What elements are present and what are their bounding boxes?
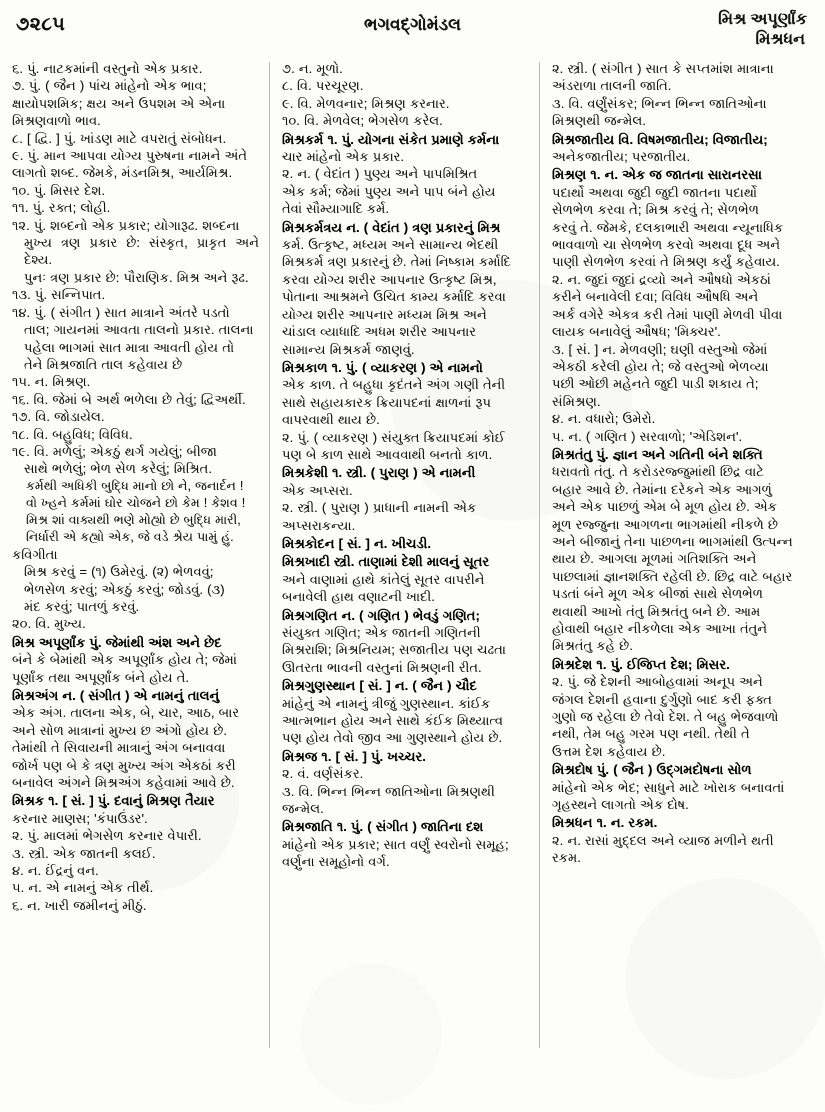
entry-text-line: અનેકજાતીય; પરજાતીય. bbox=[552, 149, 691, 165]
page-number: ૭૨૮૫ bbox=[16, 14, 66, 35]
entry-text-line: ૩. વિ. વર્ણુંસંકર; ભિન્ન ભિન્ન જાતિઓના bbox=[552, 95, 767, 111]
entry-mishrang bbox=[12, 687, 259, 791]
entry-text-line: સાથે ભળેલું; ભેળ સેળ કરેલું; મિશ્રિત. bbox=[24, 461, 212, 477]
entry-text-line: મિશ્ર કરવું = (૧) ઉમેરવું. (૨) ભેળવવું; bbox=[24, 564, 214, 580]
entry-text-line: મંદ કરવું; પાતળું કરવું. bbox=[24, 598, 140, 614]
entry-text-line: ગુણો જ રહેલા છે તેવો દેશ. તે બહુ ભેજવાળો bbox=[552, 709, 779, 725]
entry-mishra-cont bbox=[12, 60, 259, 633]
entry-text-line: કર્મ. ઉત્કૃષ્ટ, મધ્યમ અને સામાન્ય ભેદથી bbox=[282, 237, 499, 253]
entry-text-line: સાથે સહાયકારક ક્રિયાપદનાં ક્ષાળનાં રૂપ bbox=[282, 394, 491, 410]
entry-mishraj bbox=[282, 748, 529, 818]
entry-headword-line bbox=[282, 818, 529, 835]
headword: મિશ્રજાતિ ૧. પું. ( સંગીત ) જાતિના દશ bbox=[282, 819, 484, 835]
entry-text-line: ૬. ન. ખારી જમીનનું મીઠું. bbox=[12, 897, 147, 913]
entry-text-line: ૯. વિ. મેળવનાર; મિશ્રણ કરનાર. bbox=[282, 95, 450, 111]
entry-mishratantu bbox=[552, 446, 799, 655]
entry-headword-line bbox=[552, 166, 799, 183]
headword: મિશ્રકર્મત્રય ન. ( વેદાંત ) ત્રણ પ્રકારનું મિશ્ર bbox=[282, 219, 501, 235]
entry-text-line: અપ્સરાકન્યા. bbox=[282, 517, 356, 533]
entry-text-line: ૧૮. વિ. બહુવિધ; વિવિધ. bbox=[12, 426, 133, 442]
entry-text-line: ૮. વિ. પરચૂરણ. bbox=[282, 78, 364, 94]
headword: મિશ્રકોદન [ સં. ] ન. ખીચડી. bbox=[282, 535, 432, 551]
entry-text-line: ૩. સ્ત્રી. એક જાતની કલઈ. bbox=[12, 845, 156, 861]
entry-headword-line bbox=[282, 535, 529, 552]
entry-text-line: પણ હોય તેવો જીવ આ ગુણસ્થાને હોય છે. bbox=[282, 730, 503, 746]
headword: મિશ્રજ ૧. [ સં. ] પું. ખચ્ચર. bbox=[282, 748, 426, 764]
entry-text-line: બહાર આવે છે. તેમાંના દરેકને એક આગળું bbox=[552, 481, 772, 497]
entry-text-line: તેમાંથી તે સિવાયની માત્રાનું અંગ બનાવવા bbox=[12, 740, 226, 756]
entry-mishrajati-cont bbox=[552, 60, 799, 130]
entry-text-line: તેને મિશ્રજાતિ તાલ કહેવાય છે bbox=[24, 356, 183, 372]
headword: મિશ્રગણિત ન. ( ગણિત ) ભેવડું ગણિત; bbox=[282, 607, 480, 623]
entry-mishran bbox=[552, 166, 799, 445]
entry-text-line: યોગ્ય શરીર આપનાર મધ્યમ મિશ્ર અને bbox=[282, 306, 487, 322]
entry-text-line: અંડરાળા તાલની જાતિ. bbox=[552, 78, 672, 94]
entry-text-line: ક્ષાયોપશમિક; ક્ષય અને ઉપશમ એ એના bbox=[12, 95, 226, 111]
entry-text-line: ૨. પું. જે દેશની આબોહવામાં અનૂપ અને bbox=[552, 674, 763, 690]
entry-mishrakeshi bbox=[282, 464, 529, 534]
entry-headword-line bbox=[552, 656, 799, 673]
column-2 bbox=[270, 60, 539, 1108]
entry-headword-line bbox=[282, 677, 529, 694]
entry-headword-line bbox=[282, 359, 529, 376]
entry-text-line: બનાવેલી હાથ વણાટની ખાદી. bbox=[282, 589, 435, 605]
entry-mishrakhadi bbox=[282, 553, 529, 605]
headword: મિશ્રણ ૧. ન. એક જ જાતના સારાનરસા bbox=[552, 167, 762, 183]
entry-text-line: થાય છે. આગલા મૂળમાં ગતિશક્તિ અને bbox=[552, 551, 757, 567]
book-title: ભગવદ્ગોમંડલ bbox=[364, 15, 461, 34]
entry-text-line: ૮. [ દ્વિ. ] પું. ખાંડણ માટે વપરાતું સંબોધન. bbox=[12, 130, 227, 146]
entry-text-line: એક કાળ. તે બહુધા કૃદંતને અંગ ગણી તેની bbox=[282, 377, 506, 393]
entry-text-line: ચાંડાલ વ્યાધાદિ અધમ શરીર આપનાર bbox=[282, 324, 477, 340]
entry-text-line: ૧૨. પું. શબ્દનો એક પ્રકાર; યોગારૂઢ. શબ્દના bbox=[12, 217, 240, 233]
entry-text-line: કર્મથી અધિકી બુદ્ધિ માનો છો ને, જનાર્દન ! bbox=[26, 478, 244, 493]
entry-text-line: ચાર માંહેનો એક પ્રકાર. bbox=[282, 149, 405, 165]
entry-text-line: ૨. સ્ત્રી. ( સંગીત ) સાત કે સપ્તમાંશ માત્રાના bbox=[552, 61, 774, 76]
entry-text-line: અને એક પાછળું એમ બે મૂળ હોય છે. એક bbox=[552, 499, 777, 515]
entry-text-line: જોર્ખ પણ બે કે ત્રણ મુખ્ય અંગ એકઠાં કરી bbox=[12, 757, 236, 773]
entry-text-line: ૭. ન. મૂળો. bbox=[282, 61, 343, 76]
entry-text-line: કરવા યોગ્ય શરીર આપનાર ઉત્કૃષ્ટ મિશ્ર, bbox=[282, 271, 497, 287]
entry-text-line: લાગતો શબ્દ. જેમકે, મંડનમિશ્ર, આર્યમિશ્ર. bbox=[12, 165, 233, 181]
entry-text-line: જંગલ દેશની હવાના દુર્ગુણો બાદ કરી ફક્ત bbox=[552, 691, 772, 707]
entry-text-line: રકમ. bbox=[552, 850, 581, 866]
headword: મિશ્રક ૧. [ સં. ] પું. દવાનું મિશ્રણ તૈયાર bbox=[12, 793, 215, 809]
entry-text-line: ૧૦. પું. મિસર દેશ. bbox=[12, 182, 106, 198]
entry-text-line: અને બીજાનું તેના પાછળના ભાગમાંથી ઉત્પન્ન bbox=[552, 533, 793, 549]
entry-text-line: ઊતરતા ભાવની વસ્તુનાં મિશ્રણની રીત. bbox=[282, 659, 482, 675]
entry-text-line: ૨. પું. માલમાં ભેગસેળ કરનાર વેપારી. bbox=[12, 828, 202, 844]
entry-text-line: પહેલા ભાગમાં સાત માત્રા આવતી હોય તો bbox=[24, 339, 235, 355]
entry-text-line: અર્ક વગેરે એકત્ર કરી તેમાં પાણી મેળવી પીવા bbox=[552, 306, 783, 322]
entry-text-line: એક કર્મ; જેમાં પુણ્ય અને પાપ બંને હોય bbox=[282, 183, 496, 199]
entry-text-line: ૪. ન. ઈંદ્રનું વન. bbox=[12, 863, 99, 879]
entry-text-line: ૧૪. પું. ( સંગીત ) સાત માત્રાને અંતરે પડતો bbox=[12, 304, 230, 320]
entry-text-line: વો ખ્હને કર્મમાં ઘોર ચોજને છો કેમ ! કેશવ ! bbox=[26, 495, 246, 510]
headword: મિશ્રદોષ પું. ( જૈન ) ઉદ્ગમદોષના સોળ bbox=[552, 762, 752, 778]
entry-mishra-apurnank bbox=[12, 634, 259, 686]
entry-text-line: ભાવવાળો ચા સેળભેળ કરવો અથવા દૂધ અને bbox=[552, 237, 781, 253]
entry-text-line: ૧૦. વિ. મેળવેલ; ભેગસેળ કરેલ. bbox=[282, 113, 443, 129]
entry-headword-line bbox=[282, 748, 529, 765]
entry-text-line: માંહેનો એક પ્રકાર; સાત વર્ણું સ્વરોનો સમૂહ; bbox=[282, 836, 509, 852]
running-head-first-entry: મિશ્ર અપૂર્ણાંક bbox=[718, 11, 807, 28]
entry-mishragunsthan bbox=[282, 677, 529, 747]
entry-headword-line bbox=[552, 131, 799, 148]
entry-headword-line bbox=[552, 761, 799, 778]
entry-text-line: ૯. પું. માન આપવા યોગ્ય પુરુષના નામને અંતે bbox=[12, 148, 248, 164]
entry-mishradhan bbox=[552, 814, 799, 866]
entry-text-line: ગૃહસ્થને લાગતો એક દોષ. bbox=[552, 797, 689, 813]
entry-text-line: વર્ણુના સમૂહોનો વર્ગ. bbox=[282, 854, 390, 870]
entry-text-line: ૨. ન. ( વેદાંત ) પુણ્ય અને પાપમિશ્રિત bbox=[282, 166, 478, 182]
headword: મિશ્રકાળ ૧. પું. ( વ્યાકરણ ) એ નામનો bbox=[282, 359, 483, 375]
entry-text-line: મુખ્ય ત્રણ પ્રકાર છે: સંસ્કૃત, પ્રાકૃત અને દેશ્ય. bbox=[24, 235, 259, 268]
entry-text-line: સેળભેળ કરવા તે; મિશ્ર કરવું તે; સેળભેળ bbox=[552, 202, 759, 218]
entry-text-line: માંહેનું એ નામનું ત્રીજું ગુણસ્થાન. કાંઈક bbox=[282, 695, 491, 711]
page-header bbox=[0, 0, 825, 58]
entry-text-line: ૧૬. વિ. જેમાં બે અર્થ ભળેલા છે તેવું; દ્વિઅર્થી. bbox=[12, 391, 246, 407]
entry-text-line: લાયક બનાવેલું ઔષધ; 'મિક્ચર'. bbox=[552, 324, 721, 340]
entry-text-line: મિશ્રકર્મ ત્રણ પ્રકારનું છે. તેમાં નિષ્કામ કર્માદિ bbox=[282, 254, 511, 270]
entry-text-line: ભેળસેળ કરવું; એકઠું કરવું; જોડવું. (૩) bbox=[24, 581, 225, 597]
entry-headword-line bbox=[282, 607, 529, 624]
entry-headword-line bbox=[12, 687, 259, 704]
entry-mishraganit bbox=[282, 607, 529, 677]
entry-text-line: ૪. ન. વધારો; ઉમેરો. bbox=[552, 411, 656, 427]
entry-text-line: ૨૦. વિ. મુખ્ય. bbox=[12, 616, 86, 632]
entry-text-line: મિશ્રરાશિ; મિશ્રનિયમ; સજાતીય પણ ચઢતા bbox=[282, 642, 507, 658]
column-1 bbox=[0, 60, 269, 1108]
entry-headword-line bbox=[12, 792, 259, 809]
headword: મિશ્રધન ૧. ન. રકમ. bbox=[552, 815, 658, 831]
entry-text-line: પણ બે કાળ સાથે આવવાથી બનતો કાળ. bbox=[282, 446, 493, 462]
entry-text-line: ૨. પું. ( વ્યાકરણ ) સંયુક્ત ક્રિયાપદમાં કોઈ bbox=[282, 429, 505, 445]
entry-text-line: તેવાં સૌમ્યાગાદિ કર્મ. bbox=[282, 201, 390, 217]
entry-mishrajatiya bbox=[552, 131, 799, 166]
entry-text-line: સંયુક્ત ગણિત; એક જાતની ગણિતની bbox=[282, 625, 481, 640]
entry-text-line: હોવાથી બહાર નીકળેલા એક આખા તંતુને bbox=[552, 621, 768, 636]
entry-mishrak-cont bbox=[282, 60, 529, 130]
entry-text-line: તાલ; ગાયનમાં આવતા તાલનો પ્રકાર. તાલના bbox=[24, 322, 254, 338]
headword: મિશ્ર અપૂર્ણાંક પું. જેમાંથી અંશ અને છેદ bbox=[12, 634, 222, 650]
entry-mishrajati bbox=[282, 818, 529, 870]
entry-text-line: ૨. ન. રાસાં મુદ્દલ અને વ્યાજ મળીને થતી bbox=[552, 832, 774, 848]
running-head-last-entry: મિશ્રધન bbox=[755, 31, 805, 48]
entry-text-line: કરવું તે. જેમકે, દલકાભારી અથવા ન્યૂનાધિક bbox=[552, 219, 784, 235]
text-columns bbox=[0, 60, 825, 1108]
entry-text-line: ૩. વિ. ભિન્ન ભિન્ન જાતિઓના મિશ્રણથી bbox=[282, 783, 495, 799]
entry-text-line: જન્મેલ. bbox=[282, 801, 324, 817]
entry-text-line: મિશ્રણવાળો ભાવ. bbox=[12, 113, 101, 129]
entry-text-line: ૨. વં. વર્ણસંકર. bbox=[282, 766, 364, 782]
entry-text-line: ૧૭. વિ. જોડાયેલ. bbox=[12, 409, 105, 425]
entry-text-line: ૫. ન. એ નામનું એક તીર્થ. bbox=[12, 880, 154, 896]
entry-headword-line bbox=[552, 814, 799, 831]
entry-text-line: પછી ઓછી મહેનતે જુદી પાડી શકાય તે; bbox=[552, 376, 759, 392]
entry-mishrakarmatray bbox=[282, 219, 529, 358]
headword: મિશ્રદેશ ૧. પું. ઈજિપ્ત દેશ; મિસર. bbox=[552, 656, 730, 672]
entry-headword-line bbox=[12, 634, 259, 651]
entry-mishrak bbox=[12, 792, 259, 914]
entry-text-line: ૭. પું. ( જૈન ) પાંચ માંહેનો એક ભાવ; bbox=[12, 78, 207, 94]
entry-headword-line bbox=[282, 553, 529, 570]
entry-text-line: ઉત્તમ દેશ કહેવાય છે. bbox=[552, 743, 666, 759]
entry-text-line: એકઠી કરેલી હોય તે; જે વસ્તુઓ ભેળવ્યા bbox=[552, 358, 769, 374]
headword: મિશ્રતંતુ પું. જ્ઞાન અને ગતિની બંને શક્તિ bbox=[552, 446, 763, 462]
headword: મિશ્રખાદી સ્ત્રી. તાણામાં દેશી માલનું સૂતર bbox=[282, 554, 490, 570]
entry-mishrakarma bbox=[282, 131, 529, 218]
entry-text-line: ધરાવતો તંતુ. તે કરોડરજ્જુમાંથી છિદ્ર વાટે bbox=[552, 464, 764, 480]
headword: મિશ્રઅંગ ન. ( સંગીત ) એ નામનું તાલનું bbox=[12, 688, 220, 703]
entry-text-line: એક અંગ. તાલના એક, બે, ચાર, આઠ, બાર bbox=[12, 705, 240, 721]
entry-text-line: બંને કે બેમાંથી એક અપૂર્ણાંક હોય તે; જેમાં bbox=[12, 652, 237, 668]
entry-text-line: ૩. [ સં. ] ન. મેળવણી; ઘણી વસ્તુઓ જેમાં bbox=[552, 341, 768, 357]
headword: મિશ્રકેશી ૧. સ્ત્રી. ( પુરાણ ) એ નામની bbox=[282, 465, 476, 481]
entry-text-line: પાછલામાં જ્ઞાનશક્તિ રહેલી છે. છિદ્ર વાટે બહાર bbox=[552, 568, 793, 584]
entry-mishradosh bbox=[552, 761, 799, 813]
entry-text-line: પૂર્ણાંક તથા અપૂર્ણાંક બંને હોય તે. bbox=[12, 669, 190, 685]
entry-text-line: ૧૫. ન. મિશ્રણ. bbox=[12, 374, 91, 390]
entry-text-line: પાણી સેળભેળ કરવાં તે મિશ્રણ કર્યું કહેવાય. bbox=[552, 254, 780, 270]
entry-text-line: વાપરવાથી થાય છે. bbox=[282, 412, 380, 428]
entry-headword-line bbox=[282, 464, 529, 481]
entry-text-line: માંહેનો એક ભેદ; સાધુને માટે ખોરાક બનાવતાં bbox=[552, 779, 785, 795]
entry-text-line: સંમિશ્રણ. bbox=[552, 393, 601, 409]
entry-text-line: થવાથી આખો તંતુ મિશ્રતંતુ બને છે. આમ bbox=[552, 603, 761, 619]
headword: મિશ્રગુણસ્થાન [ સં. ] ન. ( જૈન ) ચૌદ bbox=[282, 678, 477, 694]
entry-text-line: મિશ્ર શાં વાક્યથી ભણે મોહ્યો છે બુદ્ધિ મારી, bbox=[26, 512, 241, 527]
entry-text-line: નિર્ધારી એ કહ્યો એક, જે વડે શ્રેય પામું હું. bbox=[26, 529, 234, 544]
entry-text-line: પુનઃ ત્રણ પ્રકાર છે: પૌરાણિક. મિશ્ર અને રૂઢ. bbox=[24, 269, 249, 285]
entry-text-line: મિશ્રણથી જન્મેલ. bbox=[552, 113, 646, 129]
entry-text-line: ૫. ન. ( ગણિત ) સરવાળો; 'એડિશન'. bbox=[552, 428, 743, 444]
entry-text-line: બનાવેલ અંગને મિશ્રઅંગ કહેવામાં આવે છે. bbox=[12, 775, 235, 791]
entry-text-line: ૨. સ્ત્રી. ( પુરાણ ) પ્રાધાની નામની એક bbox=[282, 500, 477, 516]
headword: મિશ્રકર્મ ૧. પું. યોગના સંકેત પ્રમાણે કર્મના bbox=[282, 131, 500, 147]
running-head bbox=[718, 10, 807, 50]
entry-text-line: અને વાણામાં હાથે કાંતેલું સૂતર વાપરીને bbox=[282, 571, 485, 587]
entry-text-line: કરીને બનાવેલી દવા; વિવિધ ઔષધિ અને bbox=[552, 289, 759, 305]
entry-text-line: આત્મભાન હોય અને સાથે કંઈક મિથ્યાત્વ bbox=[282, 713, 504, 729]
entry-text-line: એક અપ્સરા. bbox=[282, 482, 353, 498]
entry-mishradesh bbox=[552, 656, 799, 760]
entry-mishrakal bbox=[282, 359, 529, 463]
entry-text-line: અને સોળ માત્રાનાં મુખ્ય છ અંગો હોય છે. bbox=[12, 722, 228, 738]
entry-mishrakodan bbox=[282, 535, 529, 552]
entry-text-line: ૧૧. પું. રક્ત; લોહી. bbox=[12, 200, 111, 216]
entry-text-line: કવિગીતા bbox=[12, 546, 58, 562]
entry-text-line: પદાર્થો અથવા જુદી જુદી જાતના પદાર્થો bbox=[552, 184, 758, 200]
entry-text-line: પોતાના આશ્રમને ઉચિત કામ્ય કર્માદિ કરવા bbox=[282, 289, 506, 305]
entry-text-line: સામાન્ય મિશ્રકર્મ જાણવું. bbox=[282, 341, 415, 357]
headword: મિશ્રજાતીય વિ. વિષમજાતીય; વિજાતીય; bbox=[552, 131, 768, 147]
entry-headword-line bbox=[552, 446, 799, 463]
column-3 bbox=[540, 60, 809, 1108]
entry-text-line: ૬. પું. નાટકમાંની વસ્તુનો એક પ્રકાર. bbox=[12, 61, 203, 76]
entry-text-line: નથી, તેમ બહુ ગરમ પણ નથી. તેથી તે bbox=[552, 726, 750, 742]
entry-headword-line bbox=[282, 131, 529, 148]
entry-text-line: ૨. ન. જુદાં જુદાં દ્રવ્યો અને ઔષધો એકઠાં bbox=[552, 271, 771, 287]
entry-text-line: ૧૩. પું. સન્નિપાત. bbox=[12, 287, 106, 303]
entry-headword-line bbox=[282, 219, 529, 236]
entry-text-line: કરનાર માણસ; 'કંપાઉંડર'. bbox=[12, 810, 148, 826]
entry-text-line: પડતાં બંને મૂળ એક બીજાં સાથે સેળભેળ bbox=[552, 586, 763, 602]
entry-text-line: ૧૯. વિ. મળેલું; એકઠું થર્ગ ગયેલું; બીજા bbox=[12, 443, 217, 459]
entry-text-line: મિશ્રતંતુ કહે છે. bbox=[552, 638, 633, 654]
entry-text-line: મૂળ રજ્જુના આગળના ભાગમાંથી નીકળે છે bbox=[552, 516, 779, 532]
